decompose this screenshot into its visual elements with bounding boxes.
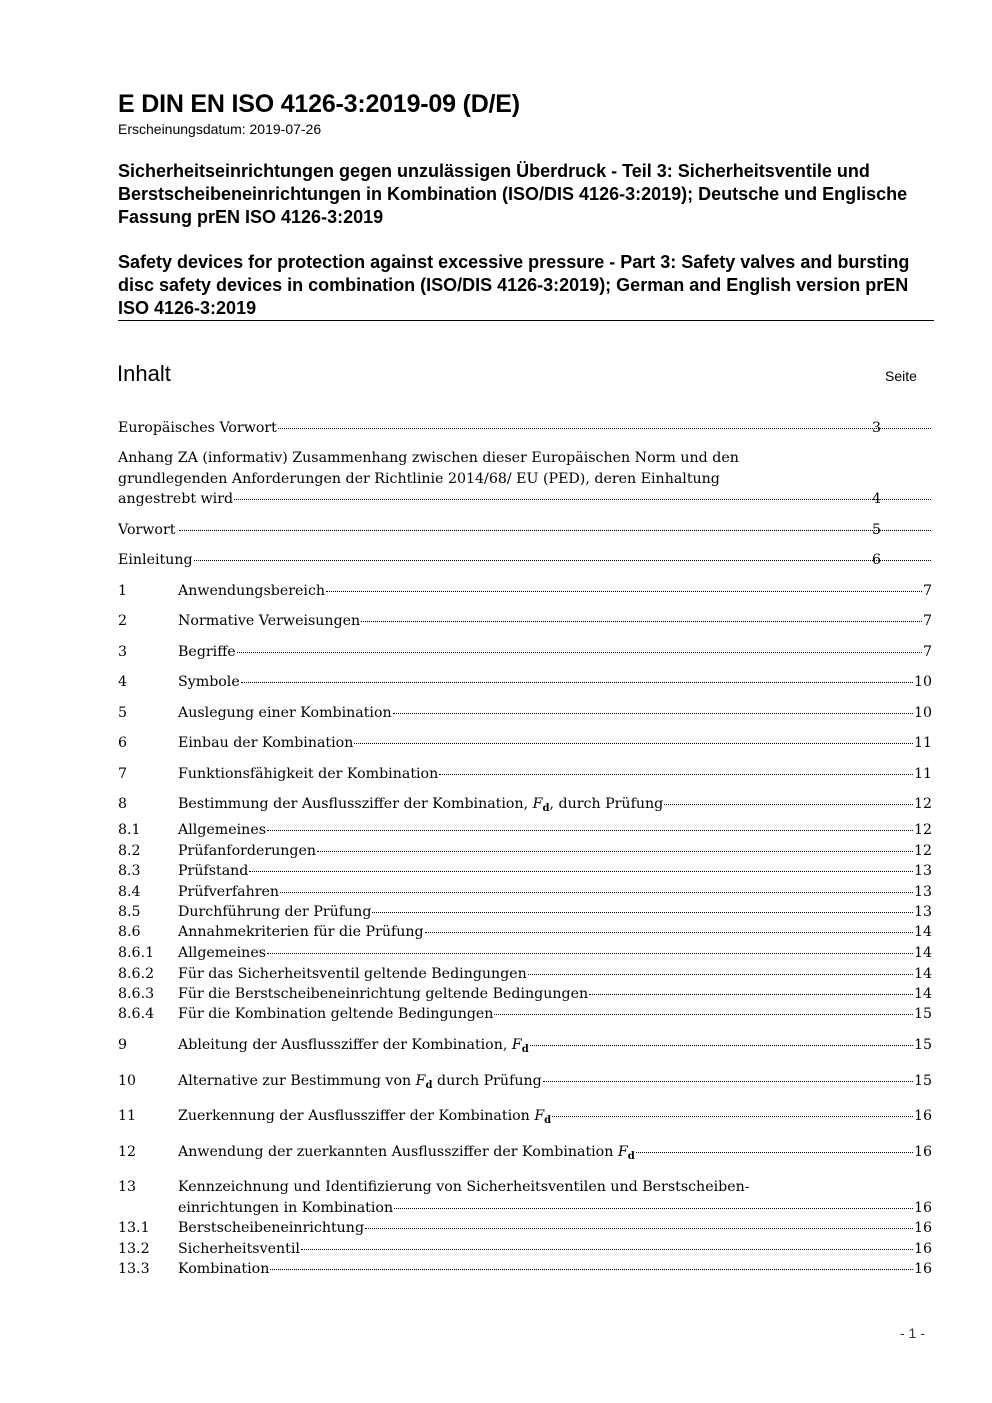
toc-entry-page: 16: [913, 1199, 932, 1216]
symbol-subscript: d: [542, 803, 550, 814]
dot-leader: [372, 912, 913, 913]
toc-entry[interactable]: [118, 611, 932, 632]
dot-leader: [267, 953, 913, 954]
toc-entry-page: 15: [913, 1073, 932, 1089]
toc-entry[interactable]: [118, 794, 932, 817]
symbol-subscript: d: [544, 1115, 552, 1126]
toc-entry[interactable]: [118, 1035, 932, 1058]
toc-entry-title: Bestimmung der Ausflussziffer der Kombination, $F_d$, durch Prüfung: [178, 796, 664, 814]
symbol-F: F: [532, 796, 543, 812]
title-english: Safety devices for protection against excessive pressure - Part 3: Safety valves and bursting disc safety devices in combination (ISO/DIS 4126-3:2019); German and English version prEN ISO 4126-3:2019: [118, 252, 910, 318]
dot-leader: [543, 1081, 913, 1082]
toc-entry-page: 14: [913, 986, 932, 1002]
toc-entry[interactable]: Vorwort 5: [118, 520, 932, 541]
toc-entry-title: einrichtungen in Kombination: [178, 1199, 394, 1216]
toc-entry-page: 14: [913, 924, 932, 940]
toc-entry-page: 16: [913, 1261, 932, 1277]
dot-leader: [361, 621, 922, 622]
toc-entry[interactable]: [118, 882, 932, 903]
toc-entry-number: 3: [118, 644, 128, 660]
toc-entry-number: 8.6.2: [118, 966, 155, 982]
toc-entry-title: Für das Sicherheitsventil geltende Bedingungen: [178, 966, 527, 982]
dot-leader: [636, 1152, 913, 1153]
toc-entry[interactable]: [118, 764, 932, 785]
toc-entry[interactable]: Einleitung 6: [118, 550, 932, 571]
toc-entry-number: 13.1: [118, 1220, 150, 1236]
publication-date: Erscheinungsdatum: 2019-07-26: [118, 121, 322, 137]
toc-entry-title: Auslegung einer Kombination: [178, 705, 392, 721]
page-number: - 1 -: [900, 1325, 925, 1341]
dot-leader: [365, 1228, 913, 1229]
dot-leader: [179, 530, 931, 531]
toc-entry[interactable]: [118, 1177, 932, 1218]
toc-entry-number: 8.6.4: [118, 1006, 155, 1022]
toc-entry-number: 8.3: [118, 863, 141, 879]
toc-entry-page: 11: [913, 766, 932, 782]
toc-entry-title: Einbau der Kombination: [178, 735, 354, 751]
toc-entry-title: Allgemeines: [178, 945, 266, 961]
dot-leader: [278, 428, 931, 429]
toc-entry-number: 5: [118, 705, 128, 721]
toc-entry-title: Sicherheitsventil: [178, 1241, 300, 1257]
toc-heading: Inhalt: [117, 361, 171, 386]
dot-leader: [326, 591, 922, 592]
dot-leader: [589, 994, 913, 995]
toc-entry-number: 4: [118, 674, 128, 690]
symbol-subscript: d: [627, 1151, 635, 1162]
toc-entry-page: 14: [913, 966, 932, 982]
dot-leader: [530, 1045, 913, 1046]
document-id: E DIN EN ISO 4126-3:2019-09 (D/E): [118, 90, 520, 118]
toc-entry-page: 7: [922, 644, 932, 660]
toc-entry-page: 11: [913, 735, 932, 751]
toc-entry[interactable]: [118, 820, 932, 841]
toc-entry-number: 8.2: [118, 843, 141, 859]
toc-entry[interactable]: [118, 1218, 932, 1239]
toc-entry-page: 13: [913, 904, 932, 920]
toc-entry-title: Funktionsfähigkeit der Kombination: [178, 766, 439, 782]
toc-entry[interactable]: [118, 902, 932, 923]
toc-entry-page: 12: [913, 822, 932, 838]
symbol-F: F: [415, 1073, 426, 1089]
toc-entry-number: 13: [118, 1179, 137, 1195]
dot-leader: [270, 1269, 913, 1270]
toc-entry[interactable]: [118, 922, 932, 943]
symbol-subscript: d: [425, 1080, 433, 1091]
toc-entry-title-line: Anhang ZA (informativ) Zusammenhang zwischen dieser Europäischen Norm und den: [118, 450, 739, 466]
dot-leader: [528, 974, 913, 975]
dot-leader: [494, 1014, 912, 1015]
toc-entry-title: Zuerkennung der Ausflussziffer der Kombination $F_d$: [178, 1108, 552, 1126]
toc-entry-number: 9: [118, 1037, 128, 1053]
dot-leader: [425, 932, 913, 933]
toc-entry[interactable]: Europäisches Vorwort 3: [118, 418, 932, 439]
toc-entry-title: Für die Kombination geltende Bedingungen: [178, 1006, 494, 1022]
toc-entry-title: Allgemeines: [178, 822, 266, 838]
toc-entry-title: Durchführung der Prüfung: [178, 904, 372, 920]
toc-entry[interactable]: [118, 1239, 932, 1260]
toc-entry-number: 6: [118, 735, 128, 751]
toc-entry-page: 16: [913, 1108, 932, 1124]
dot-leader: [241, 682, 913, 683]
toc-entry[interactable]: [118, 1071, 932, 1094]
toc-entry-title: Annahmekriterien für die Prüfung: [178, 924, 424, 940]
toc-entry-number: 8.5: [118, 904, 141, 920]
toc-entry[interactable]: [118, 733, 932, 754]
toc-entry[interactable]: [118, 1106, 932, 1129]
toc-entry-title: Europäisches Vorwort: [118, 420, 277, 436]
dot-leader: [439, 774, 913, 775]
toc-entry-page: 15: [913, 1006, 932, 1022]
table-of-contents: [118, 0, 932, 1403]
toc-entry-title: Begriffe: [178, 644, 236, 660]
toc-entry[interactable]: [118, 581, 932, 602]
toc-entry[interactable]: [118, 672, 932, 693]
toc-entry-number: 12: [118, 1144, 137, 1160]
dot-leader: [393, 713, 913, 714]
dot-leader: [354, 743, 913, 744]
dot-leader: [280, 892, 913, 893]
toc-entry-number: 11: [118, 1108, 137, 1124]
toc-entry-title: Prüfstand: [178, 863, 249, 879]
toc-entry-number: 2: [118, 613, 128, 629]
toc-entry[interactable]: [118, 1259, 932, 1280]
toc-entry[interactable]: [118, 984, 932, 1005]
toc-entry-number: 13.3: [118, 1261, 150, 1277]
dot-leader: [194, 560, 931, 561]
dot-leader: [267, 830, 913, 831]
toc-entry-number: 8.6.1: [118, 945, 155, 961]
toc-entry-number: 8.6.3: [118, 986, 155, 1002]
toc-entry[interactable]: [118, 943, 932, 964]
toc-entry-number: 8.1: [118, 822, 141, 838]
toc-entry-page: 16: [913, 1241, 932, 1257]
toc-entry-page: 13: [913, 884, 932, 900]
dot-leader: [234, 499, 931, 500]
toc-entry-title: Prüfanforderungen: [178, 843, 317, 859]
toc-entry-number: 1: [118, 583, 128, 599]
toc-entry-page: 10: [913, 674, 932, 690]
dot-leader: [237, 652, 922, 653]
toc-entry-number: 8: [118, 796, 128, 812]
toc-entry-page: 10: [913, 705, 932, 721]
dot-leader: [301, 1249, 913, 1250]
toc-entry-title: Für die Berstscheibeneinrichtung geltende Bedingungen: [178, 986, 589, 1002]
symbol-F: F: [534, 1108, 545, 1124]
toc-entry-title: Anwendung der zuerkannten Ausflussziffer der Kombination $F_d$: [178, 1144, 635, 1162]
title-german: Sicherheitseinrichtungen gegen unzulässigen Überdruck - Teil 3: Sicherheitsventile und Berstscheibeneinrichtungen in Kombination (ISO/DIS 4126-3:2019); Deutsche und Englische Fassung prEN ISO 4126-3:2019: [118, 161, 908, 227]
toc-entry-page: 16: [913, 1144, 932, 1160]
toc-entry-number: 13.2: [118, 1241, 150, 1257]
toc-entry[interactable]: [118, 703, 932, 724]
toc-entry-title: Normative Verweisungen: [178, 613, 361, 629]
toc-entry-title: Symbole: [178, 674, 240, 690]
toc-entry[interactable]: [118, 964, 932, 985]
symbol-subscript: d: [521, 1044, 529, 1055]
toc-entry-title: Kombination: [178, 1261, 270, 1277]
dot-leader: [664, 804, 913, 805]
toc-entry-page: 14: [913, 945, 932, 961]
toc-entry-page: 12: [913, 796, 932, 812]
symbol-F: F: [617, 1144, 628, 1160]
dot-leader: [317, 851, 913, 852]
toc-entry[interactable]: [118, 642, 932, 663]
toc-entry-number: 8.4: [118, 884, 141, 900]
toc-entry[interactable]: [118, 841, 932, 862]
toc-entry-title: Ableitung der Ausflussziffer der Kombination, $F_d$: [178, 1037, 529, 1055]
toc-entry-title: Anwendungsbereich: [178, 583, 326, 599]
toc-entry-page: 7: [922, 583, 932, 599]
toc-entry-title: angestrebt wird: [118, 491, 234, 507]
dot-leader: [552, 1116, 913, 1117]
toc-entry-page: 12: [913, 843, 932, 859]
toc-entry-page: 7: [922, 613, 932, 629]
toc-entry[interactable]: [118, 1004, 932, 1025]
toc-entry-title-line: grundlegenden Anforderungen der Richtlinie 2014/68/ EU (PED), deren Einhaltung: [118, 470, 720, 487]
toc-entry-title: Prüfverfahren: [178, 884, 280, 900]
toc-page-label: Seite: [885, 368, 917, 384]
symbol-F: F: [511, 1037, 522, 1053]
toc-entry-page: 16: [913, 1220, 932, 1236]
toc-entry[interactable]: Anhang ZA (informativ) Zusammenhang zwischen dieser Europäischen Norm und den grundlegenden Anforderungen der Richtlinie 2014/68/ EU (PED), deren Einhaltung angestrebt wird 4: [118, 448, 932, 510]
dot-leader: [249, 871, 913, 872]
toc-entry-title: Berstscheibeneinrichtung: [178, 1220, 365, 1236]
toc-entry-number: 8.6: [118, 924, 141, 940]
toc-entry-title: Alternative zur Bestimmung von $F_d$ durch Prüfung: [178, 1073, 542, 1091]
dot-leader: [394, 1208, 913, 1209]
toc-entry-number: 7: [118, 766, 128, 782]
toc-entry-title: Einleitung: [118, 552, 193, 568]
toc-entry-page: 15: [913, 1037, 932, 1053]
toc-entry-page: 13: [913, 863, 932, 879]
toc-entry-number: 10: [118, 1073, 137, 1089]
toc-entry[interactable]: [118, 861, 932, 882]
toc-entry[interactable]: [118, 1142, 932, 1165]
toc-entry-title-line: Kennzeichnung und Identifizierung von Sicherheitsventilen und Berstscheiben-: [178, 1179, 750, 1195]
